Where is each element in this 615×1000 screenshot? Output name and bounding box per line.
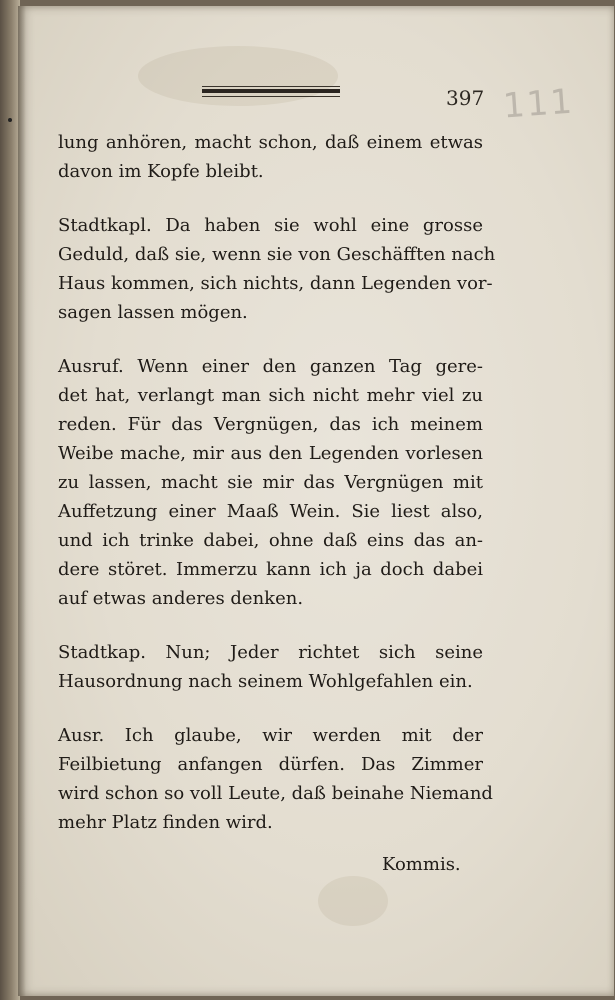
text-line: wird schon so voll Leute, daß beinahe Niemand [58, 783, 493, 804]
text-line: Weibe mache, mir aus den Legenden vorlesen [58, 443, 483, 464]
text-line: Ausruf. Wenn einer den ganzen Tag gere- [58, 356, 483, 377]
text-line: davon im Kopfe bleibt. [58, 161, 264, 182]
book-spine [0, 0, 20, 1000]
paragraph [58, 638, 483, 696]
paper-stain [318, 876, 388, 926]
text-line: und ich trinke dabei, ohne daß eins das an- [58, 530, 483, 551]
paragraph [58, 352, 483, 613]
text-line: det hat, verlangt man sich nicht mehr viel zu [58, 385, 483, 406]
text-line: dere störet. Immerzu kann ich ja doch dabei [58, 559, 483, 580]
text-line: Ausr. Ich glaube, wir werden mit der [58, 725, 483, 746]
text-line: Geduld, daß sie, wenn sie von Geschäfften nach [58, 244, 496, 265]
text-line: mehr Platz finden wird. [58, 812, 273, 833]
text-line: Haus kommen, sich nichts, dann Legenden vor- [58, 273, 493, 294]
text-line: Auffetzung einer Maaß Wein. Sie liest also, [58, 501, 483, 522]
pencil-annotation: 111 [501, 81, 576, 127]
text-line: sagen lassen mögen. [58, 302, 248, 323]
text-line: auf etwas anderes denken. [58, 588, 304, 609]
catchword: Kommis. [382, 854, 461, 875]
paragraph [58, 211, 496, 327]
text-line: zu lassen, macht sie mir das Vergnügen mit [58, 472, 483, 493]
text-line: Hausordnung nach seinem Wohlgefahlen ein. [58, 671, 473, 692]
body-text [58, 128, 496, 837]
text-line: Feilbietung anfangen dürfen. Das Zimmer [58, 754, 483, 775]
text-line: Stadtkap. Nun; Jeder richtet sich seine [58, 642, 483, 663]
text-line: reden. Für das Vergnügen, das ich meinem [58, 414, 483, 435]
header-rule [202, 86, 340, 98]
page-gutter-shadow [18, 6, 26, 996]
paragraph [58, 128, 483, 186]
paragraph [58, 721, 493, 837]
margin-mark [8, 118, 12, 122]
text-line: lung anhören, macht schon, daß einem etwas [58, 132, 483, 153]
text-line: Stadtkapl. Da haben sie wohl eine grosse [58, 215, 483, 236]
page-number: 397 [446, 86, 485, 110]
